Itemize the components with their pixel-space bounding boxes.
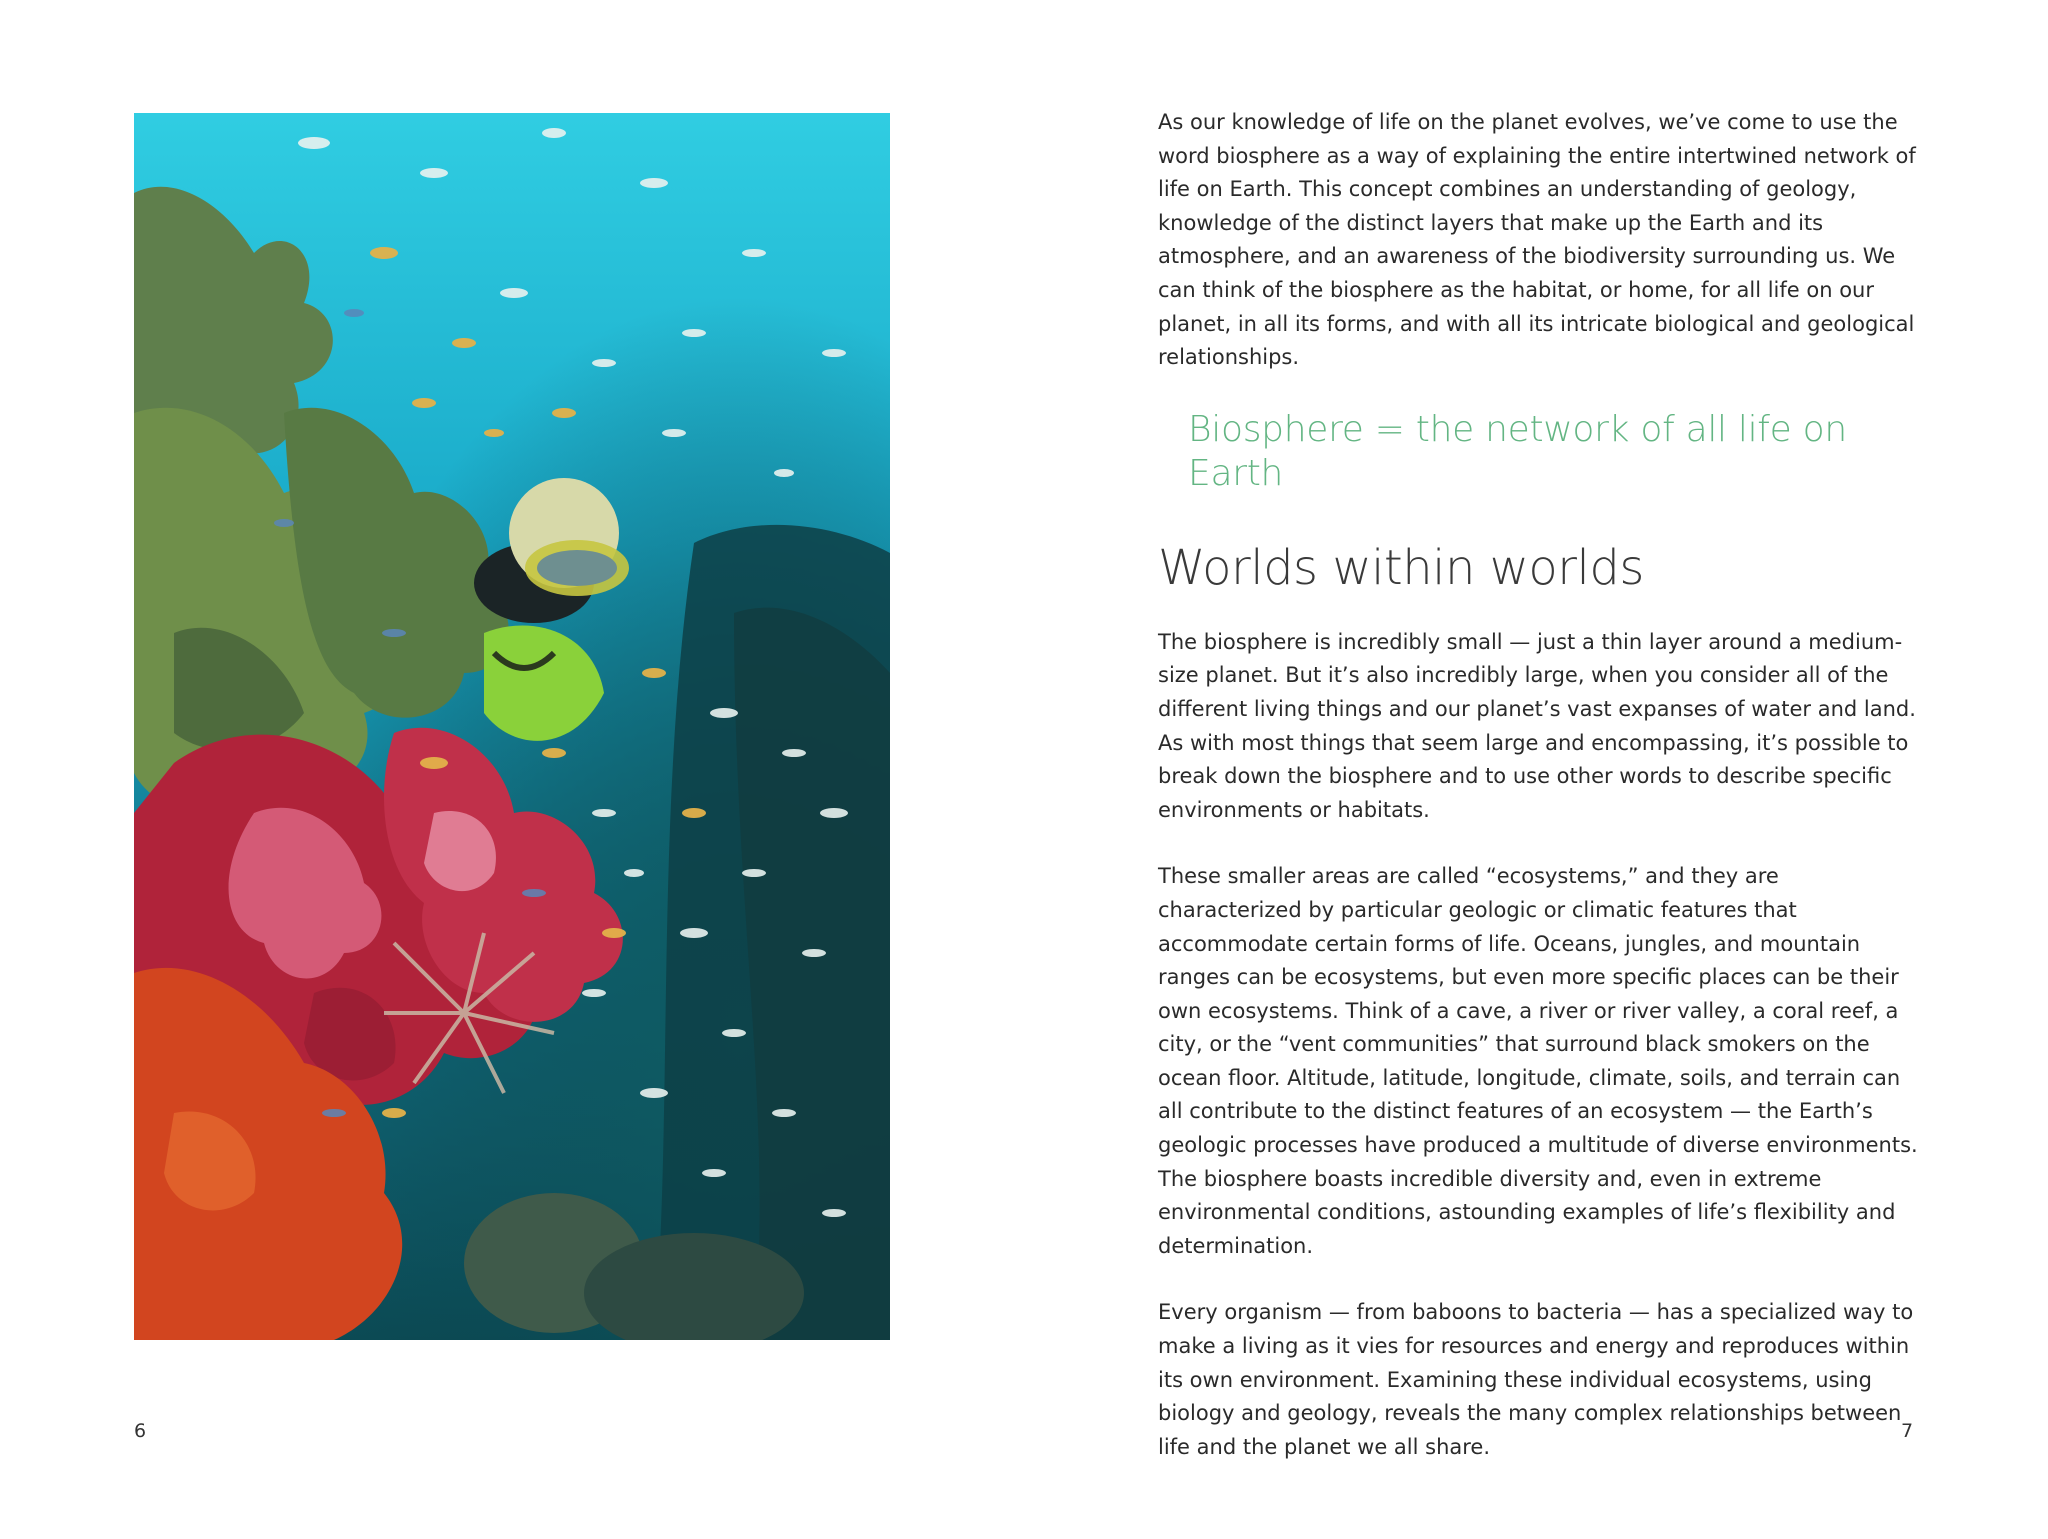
coral-reef-photo bbox=[134, 113, 890, 1340]
body-paragraph: These smaller areas are called “ecosystems,” and they are characterized by particular geologic or climatic features that accommodate certain forms of life. Oceans, jungles, and mountain ranges can be ecosystems, but even more specific places can be their own ecosystems. Think of a cave, a river or river valley, a coral reef, a city, or the “vent communities” that surround black smokers on the ocean floor. Altitude, latitude, longitude, climate, soils, and terrain can all contribute to the distinct features of an ecosystem — the Earth’s geologic processes have produced a multitude of diverse environments. The biosphere boasts incredible diversity and, even in extreme environmental conditions, astounding examples of life’s flexibility and determination. bbox=[1158, 864, 1918, 1258]
section-heading: Worlds within worlds bbox=[1158, 539, 1644, 596]
coral-reef-illustration bbox=[134, 113, 890, 1340]
page-number-left: 6 bbox=[134, 1420, 147, 1442]
body-paragraph: Every organism — from baboons to bacteria — has a specialized way to make a living as it vies for resources and energy and reproduces within its own environment. Examining these individual ecosystems, using biology and geology, reveals the many complex relationships between life and the planet we all share. bbox=[1158, 1300, 1914, 1459]
intro-paragraph: As our knowledge of life on the planet evolves, we’ve come to use the word biosphere as a way of explaining the entire intertwined network of life on Earth. This concept combines an understanding of geology, knowledge of the distinct layers that make up the Earth and its atmosphere, and an awareness of the biodiversity surrounding us. We can think of the biosphere as the habitat, or home, for all life on our planet, in all its forms, and with all its intricate biological and geological relationships. bbox=[1158, 110, 1916, 370]
right-page-text bbox=[1158, 106, 1918, 1497]
page-number-right: 7 bbox=[1901, 1420, 1914, 1442]
body-paragraph: The biosphere is incredibly small — just a thin layer around a medium-size planet. But it’s also incredibly large, when you consider all of the different living things and our planet’s vast expanses of water and land. As with most things that seem large and encompassing, it’s possible to break down the biosphere and to use other words to describe specific environments or habitats. bbox=[1158, 629, 1916, 822]
pull-quote: Biosphere = the network of all life on Earth bbox=[1188, 408, 1847, 494]
